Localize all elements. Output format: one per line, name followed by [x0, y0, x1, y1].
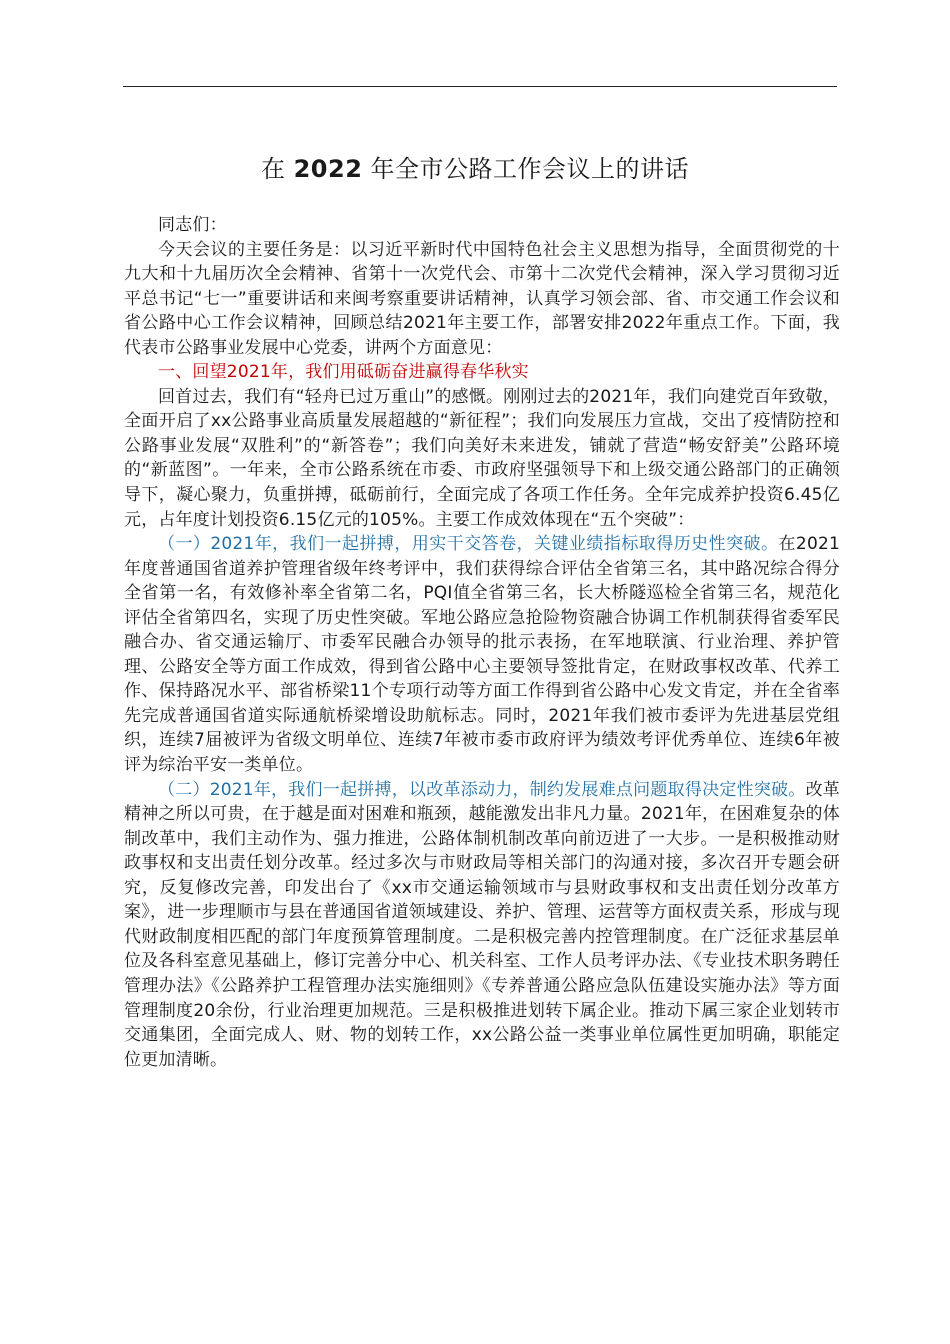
- title-prefix: 在: [260, 155, 286, 183]
- item-1-heading: （一）2021年，我们一起拼搏，用实干交答卷，关键业绩指标取得历史性突破。: [158, 534, 779, 555]
- intro-paragraph: 今天会议的主要任务是：以习近平新时代中国特色社会主义思想为指导，全面贯彻党的十九大和十九届历次全会精神、省第十一次党代会、市第十二次党代会精神，深入学习贯彻习近平总书记“七一”重要讲话和来闽考察重要讲话精神，认真学习领会部、省、市交通工作会议和省公路中心工作会议精神，回顾总结2021年主要工作，部署安排2022年重点工作。下面，我代表市公路事业发展中心党委，讲两个方面意见：: [124, 239, 840, 358]
- item-2-heading: （二）2021年，我们一起拼搏，以改革添动力，制约发展难点问题取得决定性突破。: [158, 779, 806, 800]
- item-2-body: 改革精神之所以可贵，在于越是面对困难和瓶颈，越能激发出非凡力量。2021年，在困难复杂的体制改革中，我们主动作为、强力推进，公路体制机制改革向前迈进了一大步。一是积极推动财政事权和支出责任划分改革。经过多次与市财政局等相关部门的沟通对接，多次召开专题会研究，反复修改完善，印发出台了《xx市交通运输领域市与县财政事权和支出责任划分改革方案》，进一步理顺市与县在普通国省道领域建设、养护、管理、运营等方面权责关系，形成与现代财政制度相匹配的部门年度预算管理制度。二是积极完善内控管理制度。在广泛征求基层单位及各科室意见基础上，修订完善分中心、机关科室、工作人员考评办法、《专业技术职务聘任管理办法》《公路养护工程管理办法实施细则》《专养普通公路应急队伍建设实施办法》等方面管理制度20余份，行业治理更加规范。三是积极推进划转下属企业。推动下属三家企业划转市交通集团，全面完成人、财、物的划转工作，xx公路公益一类事业单位属性更加明确，职能定位更加清晰。: [124, 779, 841, 1070]
- item-1-body: 在2021年度普通国省道养护管理省级年终考评中，我们获得综合评估全省第三名，其中路况综合得分全省第一名，有效修补率全省第二名，PQI值全省第三名，长大桥隧巡检全省第三名，规范化评估全省第四名，实现了历史性突破。军地公路应急抢险物资融合协调工作机制获得省委军民融合办、省交通运输厅、市委军民融合办领导的批示表扬，在军地联演、行业治理、养护管理、公路安全等方面工作成效，得到省公路中心主要领导签批肯定，在财政事权改革、代养工作、保持路况水平、部省桥梁11个专项行动等方面工作得到省公路中心发文肯定，并在全省率先完成普通国省道实际通航桥梁增设助航标志。同时，2021年我们被市委评为先进基层党组织，连续7届被评为省级文明单位、连续7年被市委市政府评为绩效考评优秀单位、连续6年被评为综治平安一类单位。: [124, 534, 840, 776]
- salutation: 同志们：: [158, 215, 227, 235]
- header-rule: [123, 86, 837, 87]
- item-2-paragraph: [124, 778, 840, 1073]
- title-year: 2022: [293, 155, 363, 183]
- section-heading-1: 一、回望2021年，我们用砥砺奋进赢得春华秋实: [158, 362, 529, 383]
- item-1-paragraph: [124, 532, 840, 777]
- section-1-paragraph: 回首过去，我们有“轻舟已过万重山”的感慨。刚刚过去的2021年，我们向建党百年致敬，全面开启了xx公路事业高质量发展超越的“新征程”；我们向发展压力宣战，交出了疫情防控和公路事业发展“双胜利”的“新答卷”；我们向美好未来进发，铺就了营造“畅安舒美”公路环境的“新蓝图”。一年来，全市公路系统在市委、市政府坚强领导下和上级交通公路部门的正确领导下，凝心聚力，负重拼搏，砥砺前行，全面完成了各项工作任务。全年完成养护投资6.45亿元，占年度计划投资6.15亿元的105%。主要工作成效体现在“五个突破”：: [124, 386, 840, 530]
- title-suffix: 年全市公路工作会议上的讲话: [370, 155, 690, 183]
- document-body: [124, 213, 840, 1072]
- page-title: [0, 152, 950, 186]
